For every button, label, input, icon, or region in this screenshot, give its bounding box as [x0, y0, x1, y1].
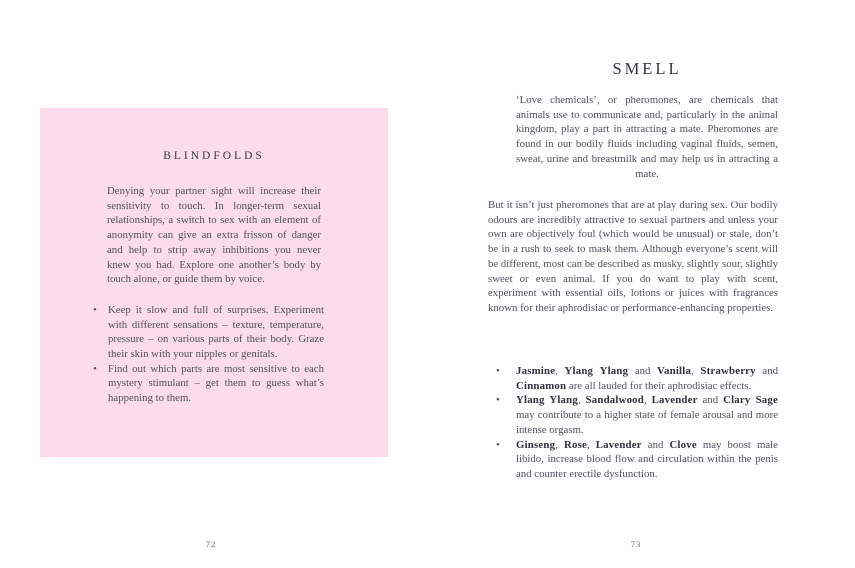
list-item: • Find out which parts are most sensitive to each mystery stimulant – get them to guess what’s happening to them. [92, 362, 324, 406]
page-number-left: 72 [205, 539, 217, 549]
list-item: • Ylang Ylang, Sandalwood, Lavender and Clary Sage may contribute to a higher state of female arousal and more intense orgasm. [495, 393, 778, 437]
list-item: • Keep it slow and full of surprises. Experiment with different sensations – texture, temperature, pressure – on various parts of their body. Graze their skin with your nipples or genitals. [92, 303, 324, 362]
list-item: • Ginseng, Rose, Lavender and Clove may boost male libido, increase blood flow and circulation within the penis and counter erectile dysfunction. [495, 438, 778, 482]
page-title: SMELL [612, 59, 682, 78]
list-item: • Jasmine, Ylang Ylang and Vanilla, Strawberry and Cinnamon are all lauded for their aphrodisiac effects. [495, 364, 778, 393]
panel-title: BLINDFOLDS [163, 150, 265, 162]
smell-bullet-list [495, 364, 778, 482]
page-number-right: 73 [630, 539, 642, 549]
blindfolds-panel [40, 108, 388, 457]
panel-bullet-list [92, 303, 324, 406]
panel-intro: Denying your partner sight will increase their sensitivity to touch. In longer-term sexual relationships, a switch to sex with an element of anonymity can give an extra frisson of danger and help to strip away inhibitions you never knew you had. Explore one another’s body by touch alone, or guide them by voice. [107, 185, 321, 286]
smell-body-paragraph: But it isn’t just pheromones that are at play during sex. Our bodily odours are incredibly attractive to sexual partners and unless your own are objectively foul (which would be unusual) or stale, don’t be in a rush to seek to mask them. Although everyone’s scent will be different, most can be described as musky, slightly sour, slightly sweet or even animal. If you do want to play with scent, experiment with essential oils, lotions or juices with fragrances known for their aphrodisiac or performance-enhancing properties. [488, 199, 778, 314]
smell-intro-paragraph: ‘Love chemicals’, or pheromones, are chemicals that animals use to communicate and, particularly in the animal kingdom, play a part in attracting a mate. Pheromones are found in our bodily fluids including vaginal fluids, semen, sweat, urine and breastmilk and may help us in attracting a mate. [516, 94, 778, 180]
